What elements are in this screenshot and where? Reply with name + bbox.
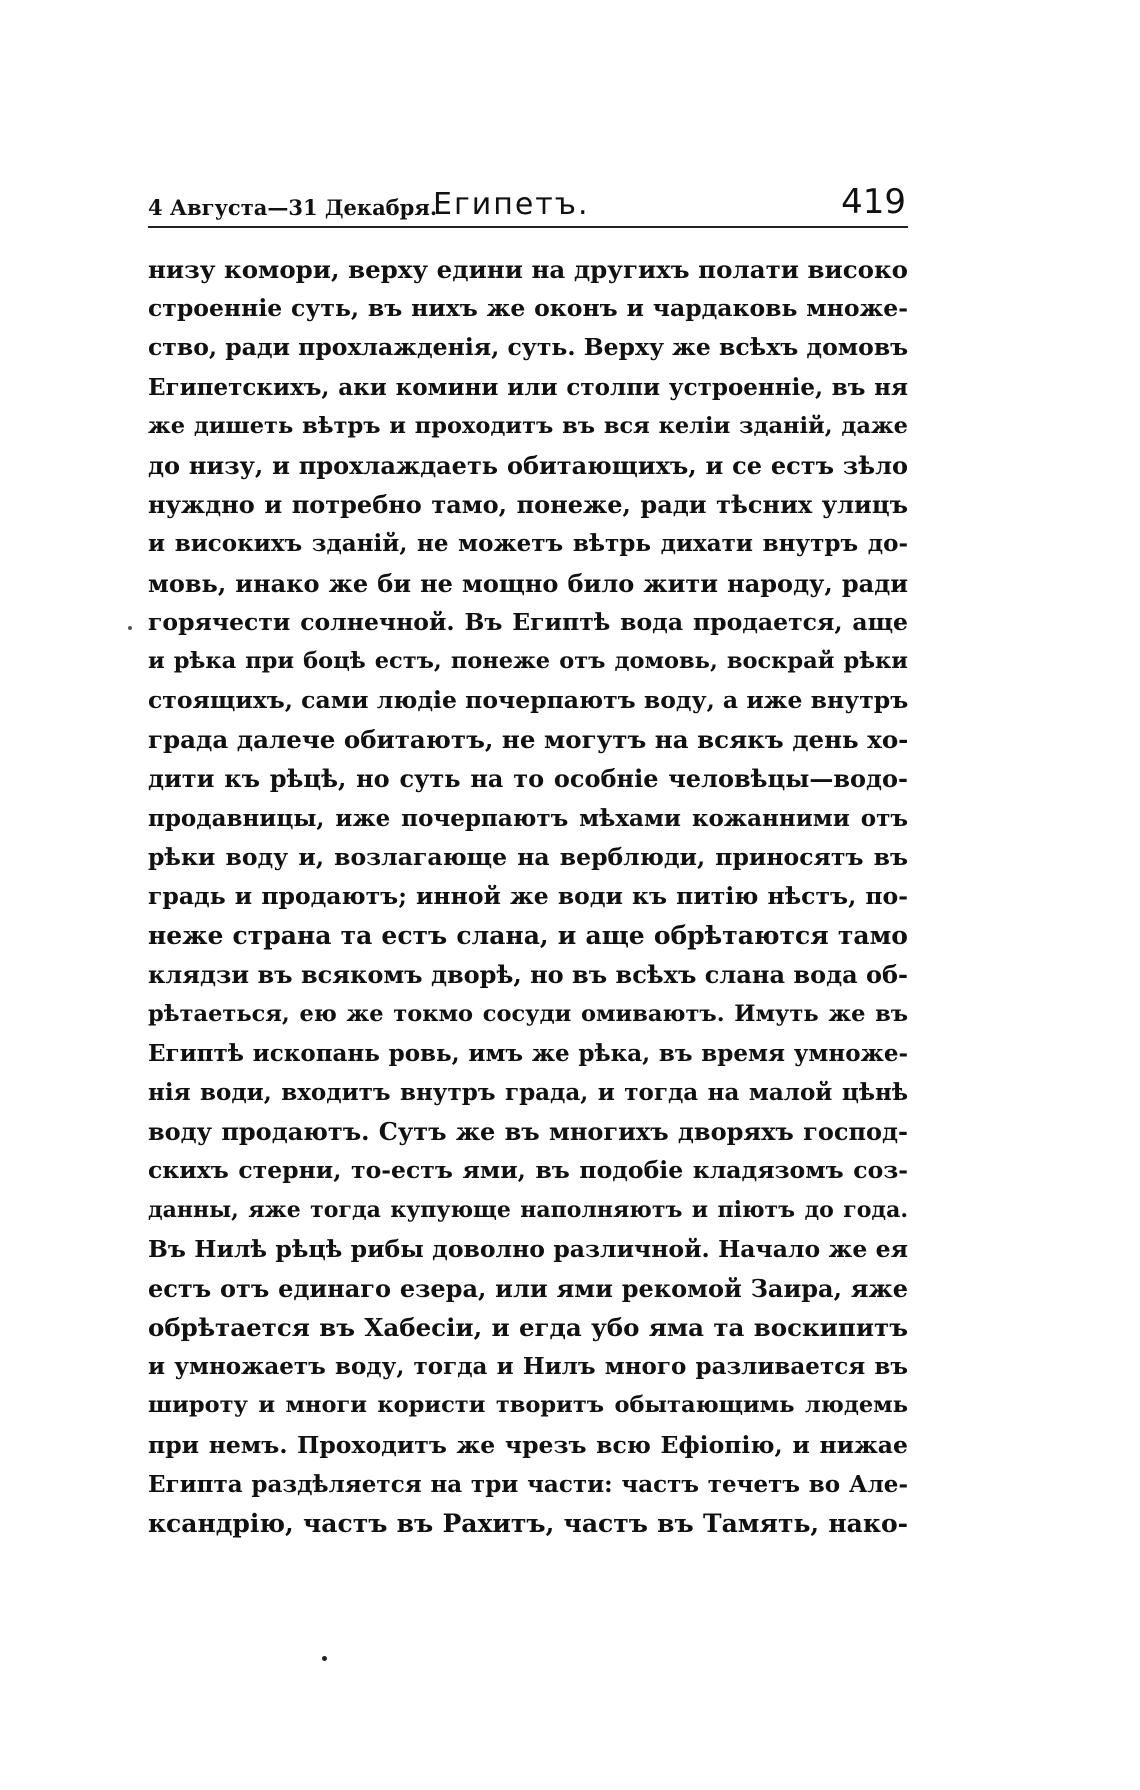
text-line: клядзи въ всякомъ дворѣ, но въ всѣхъ слана вода об- <box>148 960 908 990</box>
text-line: скихъ стерни, то-естъ ями, въ подобіе кладязомъ соз- <box>148 1156 908 1185</box>
text-line: обрѣтается въ Хабесіи, и егда убо яма та воскипитъ <box>148 1313 908 1343</box>
text-line: дити къ рѣцѣ, но суть на то особніе человѣцы—водо- <box>148 764 908 794</box>
text-line: при немъ. Проходитъ же чрезъ всю Ефіопію, и нижае <box>148 1430 908 1459</box>
text-line: мовь, инако же би не мощно било жити народу, ради <box>148 568 908 598</box>
text-line: и рѣка при боцѣ естъ, понеже отъ домовь, воскрай рѣки <box>148 647 908 674</box>
text-line: Въ Нилѣ рѣцѣ рибы доволно различной. Начало же ея <box>148 1234 908 1263</box>
text-line: строенніе суть, въ нихъ же оконъ и чардаковь множе- <box>148 294 908 323</box>
text-line: низу комори, верху едини на другихъ полати високо <box>148 255 908 284</box>
body-text <box>148 250 908 1543</box>
text-line: воду продаютъ. Сутъ же въ многихъ дворяхъ господ- <box>148 1117 908 1147</box>
text-line: и умножаетъ воду, тогда и Нилъ много разливается въ <box>148 1353 908 1381</box>
text-line: продавницы, иже почерпаютъ мѣхами кожанними отъ <box>148 804 908 832</box>
text-line: неже страна та естъ слана, и аще обрѣтаются тамо <box>148 921 908 951</box>
text-line: Египтѣ ископань ровь, имъ же рѣка, въ время умноже- <box>148 1039 908 1067</box>
text-line: града далече обитаютъ, не могутъ на всякъ день хо- <box>148 725 908 755</box>
stray-ink-dot <box>322 1656 327 1661</box>
text-line: данны, яже тогда купующе наполняютъ и піютъ до года. <box>148 1196 908 1223</box>
text-line: ксандрію, частъ въ Рахитъ, частъ въ Тамять, нако- <box>148 1509 908 1538</box>
text-line: Египта раздѣляется на три части: частъ течетъ во Але- <box>148 1470 908 1498</box>
running-head <box>148 178 908 228</box>
text-line: широту и многи користи творитъ обытающимь людемь <box>148 1392 908 1419</box>
text-line: градь и продаютъ; инной же води къ питію нѣстъ, по- <box>148 882 908 910</box>
margin-speck <box>128 626 132 630</box>
text-line: рѣтаеться, ею же токмо сосуди омиваютъ. Имуть же въ <box>148 1000 908 1027</box>
text-line: же дишеть вѣтръ и проходитъ въ вся келіи зданій, даже <box>148 412 908 439</box>
text-line: и високихъ зданій, не можетъ вѣтрь дихати внутръ до- <box>148 530 908 558</box>
text-line: Египетскихъ, аки комини или столпи устроенніе, въ ня <box>148 373 908 401</box>
running-head-date-range: 4 Августа—31 Декабря. <box>148 195 438 220</box>
page-number: 419 <box>841 182 906 222</box>
text-line: рѣки воду и, возлагающе на верблюди, приносятъ въ <box>148 842 908 871</box>
text-line: нуждно и потребно тамо, понеже, ради тѣсних улицъ <box>148 490 908 520</box>
text-line: стоящихъ, сами людіе почерпаютъ воду, а иже внутръ <box>148 686 908 715</box>
running-head-title: Египетъ. <box>433 187 590 222</box>
text-line: естъ отъ единаго езера, или ями рекомой Заира, яже <box>148 1273 908 1303</box>
text-line: ство, ради прохлажденія, суть. Верху же всѣхъ домовъ <box>148 333 908 362</box>
text-line: до низу, и прохлаждаеть обитающихъ, и се естъ зѣло <box>148 450 908 480</box>
text-line: нія води, входитъ внутръ града, и тогда на малой цѣнѣ <box>148 1078 908 1106</box>
text-line: горячести солнечной. Въ Египтѣ вода продается, аще <box>148 607 908 636</box>
